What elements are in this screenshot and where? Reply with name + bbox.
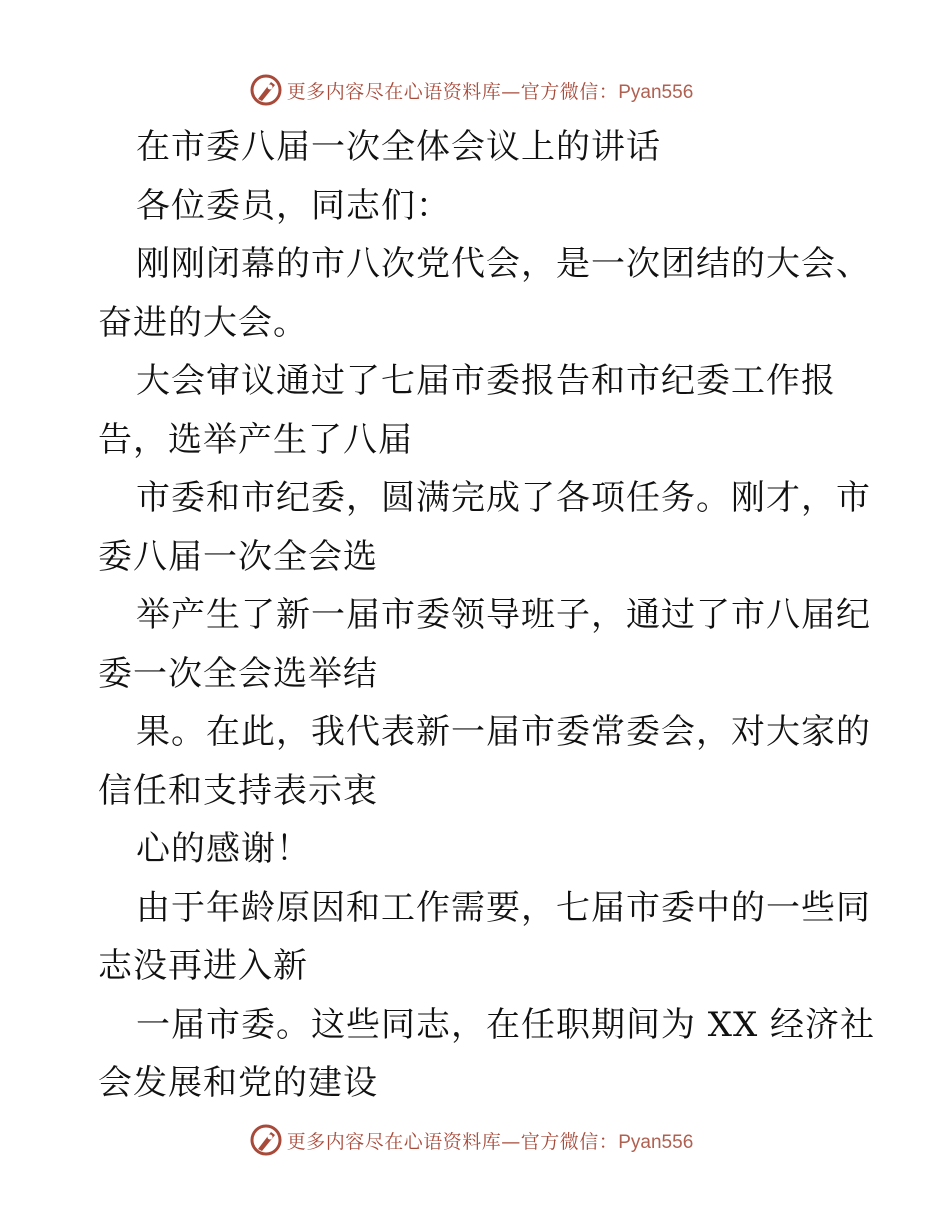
footer-banner-text bbox=[287, 1127, 694, 1154]
footer-banner-content bbox=[249, 1123, 694, 1157]
header-banner-main-text: 更多内容尽在心语资料库—官方微信： bbox=[286, 80, 619, 103]
header-banner-text bbox=[287, 77, 694, 104]
paragraph-line: 会发展和党的建设 bbox=[98, 1063, 378, 1103]
document-title: 在市委八届一次全体会议上的讲话 bbox=[136, 127, 661, 167]
paragraph-line: 大会审议通过了七届市委报告和市纪委工作报 bbox=[136, 361, 836, 401]
paragraph-line: 告，选举产生了八届 bbox=[98, 419, 413, 460]
paragraph-line: 奋进的大会。 bbox=[98, 302, 308, 343]
paragraph-line: 信任和支持表示衷 bbox=[98, 770, 378, 811]
quill-pen-logo-icon bbox=[249, 73, 283, 107]
salutation: 各位委员，同志们： bbox=[136, 185, 451, 226]
paragraph-line: 委一次全会选举结 bbox=[98, 653, 378, 694]
footer-banner-main-text: 更多内容尽在心语资料库—官方微信： bbox=[286, 1130, 619, 1153]
header-banner bbox=[0, 70, 950, 110]
paragraph-line: 委八届一次全会选 bbox=[98, 536, 378, 577]
paragraph-line: 志没再进入新 bbox=[98, 946, 308, 986]
paragraph-line: 举产生了新一届市委领导班子，通过了市八届纪 bbox=[136, 595, 871, 635]
paragraph-line: 由于年龄原因和工作需要，七届市委中的一些同 bbox=[136, 887, 871, 928]
document-body bbox=[98, 118, 876, 1113]
footer-wechat-id: Pyan556 bbox=[618, 1131, 694, 1153]
footer-banner bbox=[0, 1120, 950, 1160]
paragraph-line: 市委和市纪委，圆满完成了各项任务。刚才，市 bbox=[136, 478, 871, 518]
header-banner-content bbox=[249, 73, 694, 107]
paragraph-line: 心的感谢！ bbox=[136, 829, 311, 869]
paragraph-line: 一届市委。这些同志，在任职期间为 XX 经济社 bbox=[136, 1004, 876, 1045]
paragraph-line: 果。在此，我代表新一届市委常委会，对大家的 bbox=[136, 712, 871, 752]
header-wechat-id: Pyan556 bbox=[618, 81, 694, 103]
quill-pen-logo-icon bbox=[249, 1123, 283, 1157]
paragraph-line: 刚刚闭幕的市八次党代会，是一次团结的大会、 bbox=[136, 244, 871, 284]
